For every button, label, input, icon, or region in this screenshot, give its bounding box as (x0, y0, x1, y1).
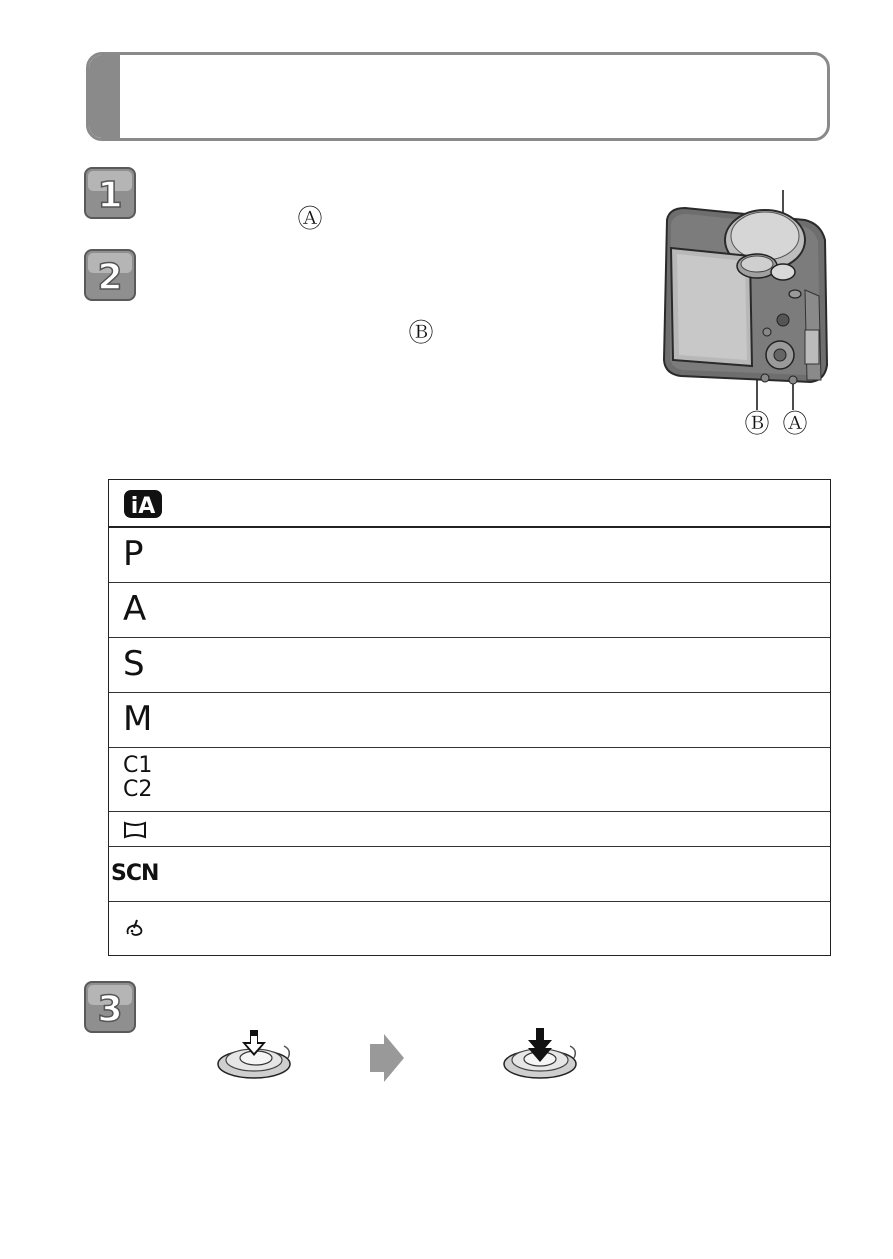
scene-mode-icon: SCN (111, 861, 159, 886)
svg-text:iA: iA (130, 494, 156, 519)
shutter-half-press-illustration (214, 1026, 294, 1082)
shutter-priority-mode-icon: S (123, 644, 145, 684)
section-header (86, 52, 830, 141)
mode-row-m (109, 693, 830, 748)
mode-row-p (109, 528, 830, 583)
intelligent-auto-mode-icon (123, 489, 163, 523)
mode-row-scene (109, 847, 830, 902)
custom-mode-c2-label: C2 (123, 777, 153, 802)
shutter-full-press-illustration (500, 1026, 580, 1082)
aperture-priority-mode-icon: A (123, 589, 147, 629)
mode-row-s (109, 638, 830, 693)
custom-mode-c1-label: C1 (123, 753, 153, 778)
mode-row-ia (109, 480, 830, 528)
arrow-right-icon (370, 1034, 404, 1082)
panorama-mode-icon (123, 821, 147, 843)
step-3-badge (84, 981, 136, 1033)
camera-illustration (655, 180, 835, 440)
step-1-number: 1 (97, 175, 123, 216)
callout-b: Ⓑ (744, 409, 770, 438)
program-ae-mode-icon: P (123, 534, 144, 574)
step-1-marker-a: Ⓐ (297, 204, 323, 233)
callout-a: Ⓐ (782, 409, 808, 438)
step-2-badge (84, 249, 136, 301)
mode-row-custom (109, 748, 830, 812)
step-2-marker-b: Ⓑ (408, 318, 434, 347)
step-3-number: 3 (97, 989, 123, 1030)
step-2-number: 2 (97, 257, 123, 298)
manual-exposure-mode-icon: M (123, 699, 153, 739)
custom-mode-icon (123, 754, 152, 802)
step-1-badge (84, 167, 136, 219)
creative-control-mode-icon (123, 916, 147, 944)
mode-table (108, 479, 831, 956)
mode-row-a (109, 583, 830, 638)
mode-row-panorama (109, 812, 830, 847)
header-accent-bar (89, 55, 120, 138)
mode-row-creative (109, 902, 830, 955)
